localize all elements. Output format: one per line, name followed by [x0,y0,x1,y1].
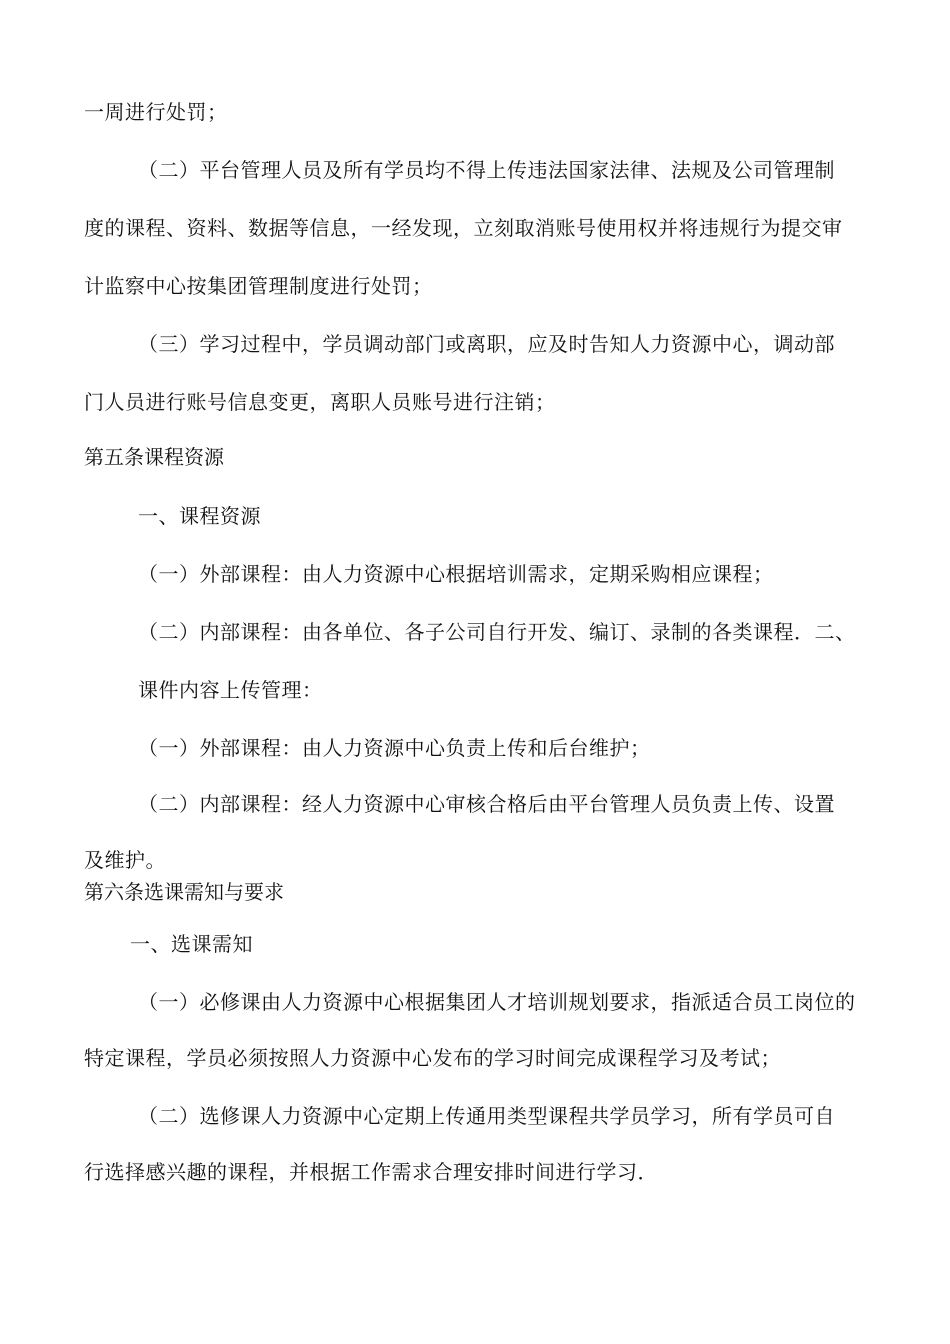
paragraph-line: （一）外部课程：由人力资源中心根据培训需求，定期采购相应课程； [138,562,774,586]
paragraph-line: 特定课程，学员必须按照人力资源中心发布的学习时间完成课程学习及考试； [84,1046,781,1070]
paragraph-line: 一周进行处罚； [84,100,228,124]
paragraph-line: （二）选修课人力资源中心定期上传通用类型课程共学员学习，所有学员可自 [138,1104,835,1128]
section-heading: 一、课程资源 [138,504,261,528]
paragraph-line: （二）平台管理人员及所有学员均不得上传违法国家法律、法规及公司管理制 [138,158,835,182]
paragraph-line: （一）必修课由人力资源中心根据集团人才培训规划要求，指派适合员工岗位的 [138,990,856,1014]
paragraph-line: 门人员进行账号信息变更，离职人员账号进行注销； [84,390,556,414]
paragraph-line: 课件内容上传管理： [138,678,323,702]
paragraph-line: 计监察中心按集团管理制度进行处罚； [84,274,433,298]
paragraph-line: （二）内部课程：由各单位、各子公司自行开发、编订、录制的各类课程．二、 [138,620,856,644]
article-heading: 第五条课程资源 [84,445,224,469]
section-heading: 一、选课需知 [130,932,253,956]
paragraph-line: （三）学习过程中，学员调动部门或离职，应及时告知人力资源中心，调动部 [138,332,835,356]
paragraph-line: 行选择感兴趣的课程，并根据工作需求合理安排时间进行学习． [84,1160,658,1184]
paragraph-line: 及维护。 [84,848,166,872]
paragraph-line: （一）外部课程：由人力资源中心负责上传和后台维护； [138,736,651,760]
article-heading: 第六条选课需知与要求 [84,880,284,904]
paragraph-line: （二）内部课程：经人力资源中心审核合格后由平台管理人员负责上传、设置 [138,792,835,816]
paragraph-line: 度的课程、资料、数据等信息，一经发现，立刻取消账号使用权并将违规行为提交审 [84,216,843,240]
